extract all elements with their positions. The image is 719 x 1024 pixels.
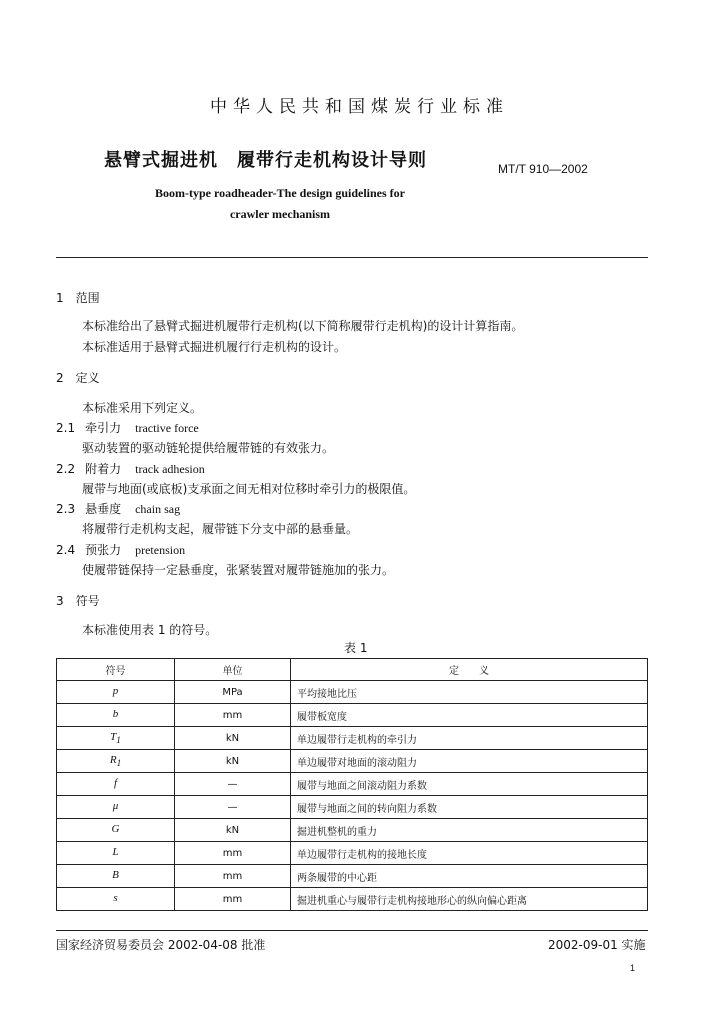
table-caption: 表 1 <box>344 641 368 655</box>
term-zh: 悬垂度 <box>85 502 122 516</box>
table-row <box>57 773 648 796</box>
header-divider <box>56 257 648 258</box>
term-2-1-definition: 驱动装置的驱动链轮提供给履带链的有效张力。 <box>82 441 335 455</box>
term-number: 2.4 <box>56 543 76 557</box>
table-row <box>57 727 648 750</box>
symbol-cell: $T_1$ <box>57 727 175 750</box>
page-number: 1 <box>630 963 636 973</box>
table-row <box>57 865 648 888</box>
term-zh: 预张力 <box>85 543 122 557</box>
symbol-cell: p <box>57 681 175 704</box>
english-title-line1: Boom-type roadheader-The design guidelines for <box>154 186 405 200</box>
term-2-3-definition: 将履带行走机构支起，履带链下分支中部的悬垂量。 <box>82 522 359 536</box>
term-en: chain sag <box>135 502 181 516</box>
unit-cell: kN <box>175 727 291 750</box>
term-zh: 牵引力 <box>85 421 122 435</box>
definition-cell: 单边履带行走机构的接地长度 <box>291 842 648 865</box>
table-row <box>57 796 648 819</box>
term-number: 2.1 <box>56 421 76 435</box>
term-2-4 <box>56 542 185 558</box>
term-number: 2.3 <box>56 502 76 516</box>
unit-cell: MPa <box>175 681 291 704</box>
document-title: 悬臂式掘进机 履带行走机构设计导则 <box>104 150 427 171</box>
term-2-4-definition: 使履带链保持一定悬垂度，张紧装置对履带链施加的张力。 <box>82 563 395 577</box>
table-row <box>57 888 648 911</box>
term-zh: 附着力 <box>85 462 122 476</box>
symbol-cell: L <box>57 842 175 865</box>
unit-cell: mm <box>175 888 291 911</box>
symbol-cell: G <box>57 819 175 842</box>
definition-cell: 履带与地面之间的转向阻力系数 <box>291 796 648 819</box>
term-en: pretension <box>135 543 186 557</box>
unit-cell: kN <box>175 819 291 842</box>
header-unit: 单位 <box>175 659 291 681</box>
unit-cell: — <box>175 796 291 819</box>
section-1-paragraph-2: 本标准适用于悬臂式掘进机履行行走机构的设计。 <box>82 340 347 354</box>
symbol-cell: s <box>57 888 175 911</box>
symbol-cell: $R_1$ <box>57 750 175 773</box>
standard-title: 中华人民共和国煤炭行业标准 <box>210 97 509 117</box>
header-definition: 定 义 <box>291 659 648 681</box>
table-header-row <box>57 659 648 681</box>
term-en: track adhesion <box>135 462 205 476</box>
symbol-cell: B <box>57 865 175 888</box>
symbol-cell: μ <box>57 796 175 819</box>
section-1-heading: 1 范围 <box>56 291 100 305</box>
term-2-2 <box>56 461 205 477</box>
definition-cell: 平均接地比压 <box>291 681 648 704</box>
footer-divider <box>56 930 648 931</box>
definition-cell: 单边履带行走机构的牵引力 <box>291 727 648 750</box>
table-row <box>57 704 648 727</box>
symbol-cell: f <box>57 773 175 796</box>
definition-cell: 履带与地面之间滚动阻力系数 <box>291 773 648 796</box>
unit-cell: mm <box>175 842 291 865</box>
term-en: tractive force <box>135 421 199 435</box>
standard-code: MT/T 910—2002 <box>498 162 588 176</box>
header-symbol: 符号 <box>57 659 175 681</box>
symbols-table <box>56 658 648 911</box>
english-title-line2: crawler mechanism <box>229 207 331 221</box>
definition-cell: 履带板宽度 <box>291 704 648 727</box>
term-number: 2.2 <box>56 462 76 476</box>
table-row <box>57 842 648 865</box>
unit-cell: — <box>175 773 291 796</box>
section-1-paragraph-1: 本标准给出了悬臂式掘进机履带行走机构(以下简称履带行走机构)的设计计算指南。 <box>82 319 524 333</box>
section-2-heading: 2 定义 <box>56 371 100 385</box>
symbol-cell: b <box>57 704 175 727</box>
effective-date: 2002-09-01 实施 <box>548 938 646 952</box>
section-3-intro: 本标准使用表 1 的符号。 <box>82 623 218 637</box>
term-2-2-definition: 履带与地面(或底板)支承面之间无相对位移时牵引力的极限值。 <box>82 482 416 496</box>
term-2-3 <box>56 501 180 517</box>
section-3-heading: 3 符号 <box>56 594 100 608</box>
term-2-1 <box>56 420 199 436</box>
section-2-intro: 本标准采用下列定义。 <box>82 401 203 415</box>
table-row <box>57 819 648 842</box>
definition-cell: 掘进机整机的重力 <box>291 819 648 842</box>
definition-cell: 掘进机重心与履带行走机构接地形心的纵向偏心距离 <box>291 888 648 911</box>
unit-cell: kN <box>175 750 291 773</box>
table-row <box>57 750 648 773</box>
unit-cell: mm <box>175 704 291 727</box>
definition-cell: 两条履带的中心距 <box>291 865 648 888</box>
unit-cell: mm <box>175 865 291 888</box>
table-row <box>57 681 648 704</box>
approval-note: 国家经济贸易委员会 2002-04-08 批准 <box>56 938 266 952</box>
definition-cell: 单边履带对地面的滚动阻力 <box>291 750 648 773</box>
